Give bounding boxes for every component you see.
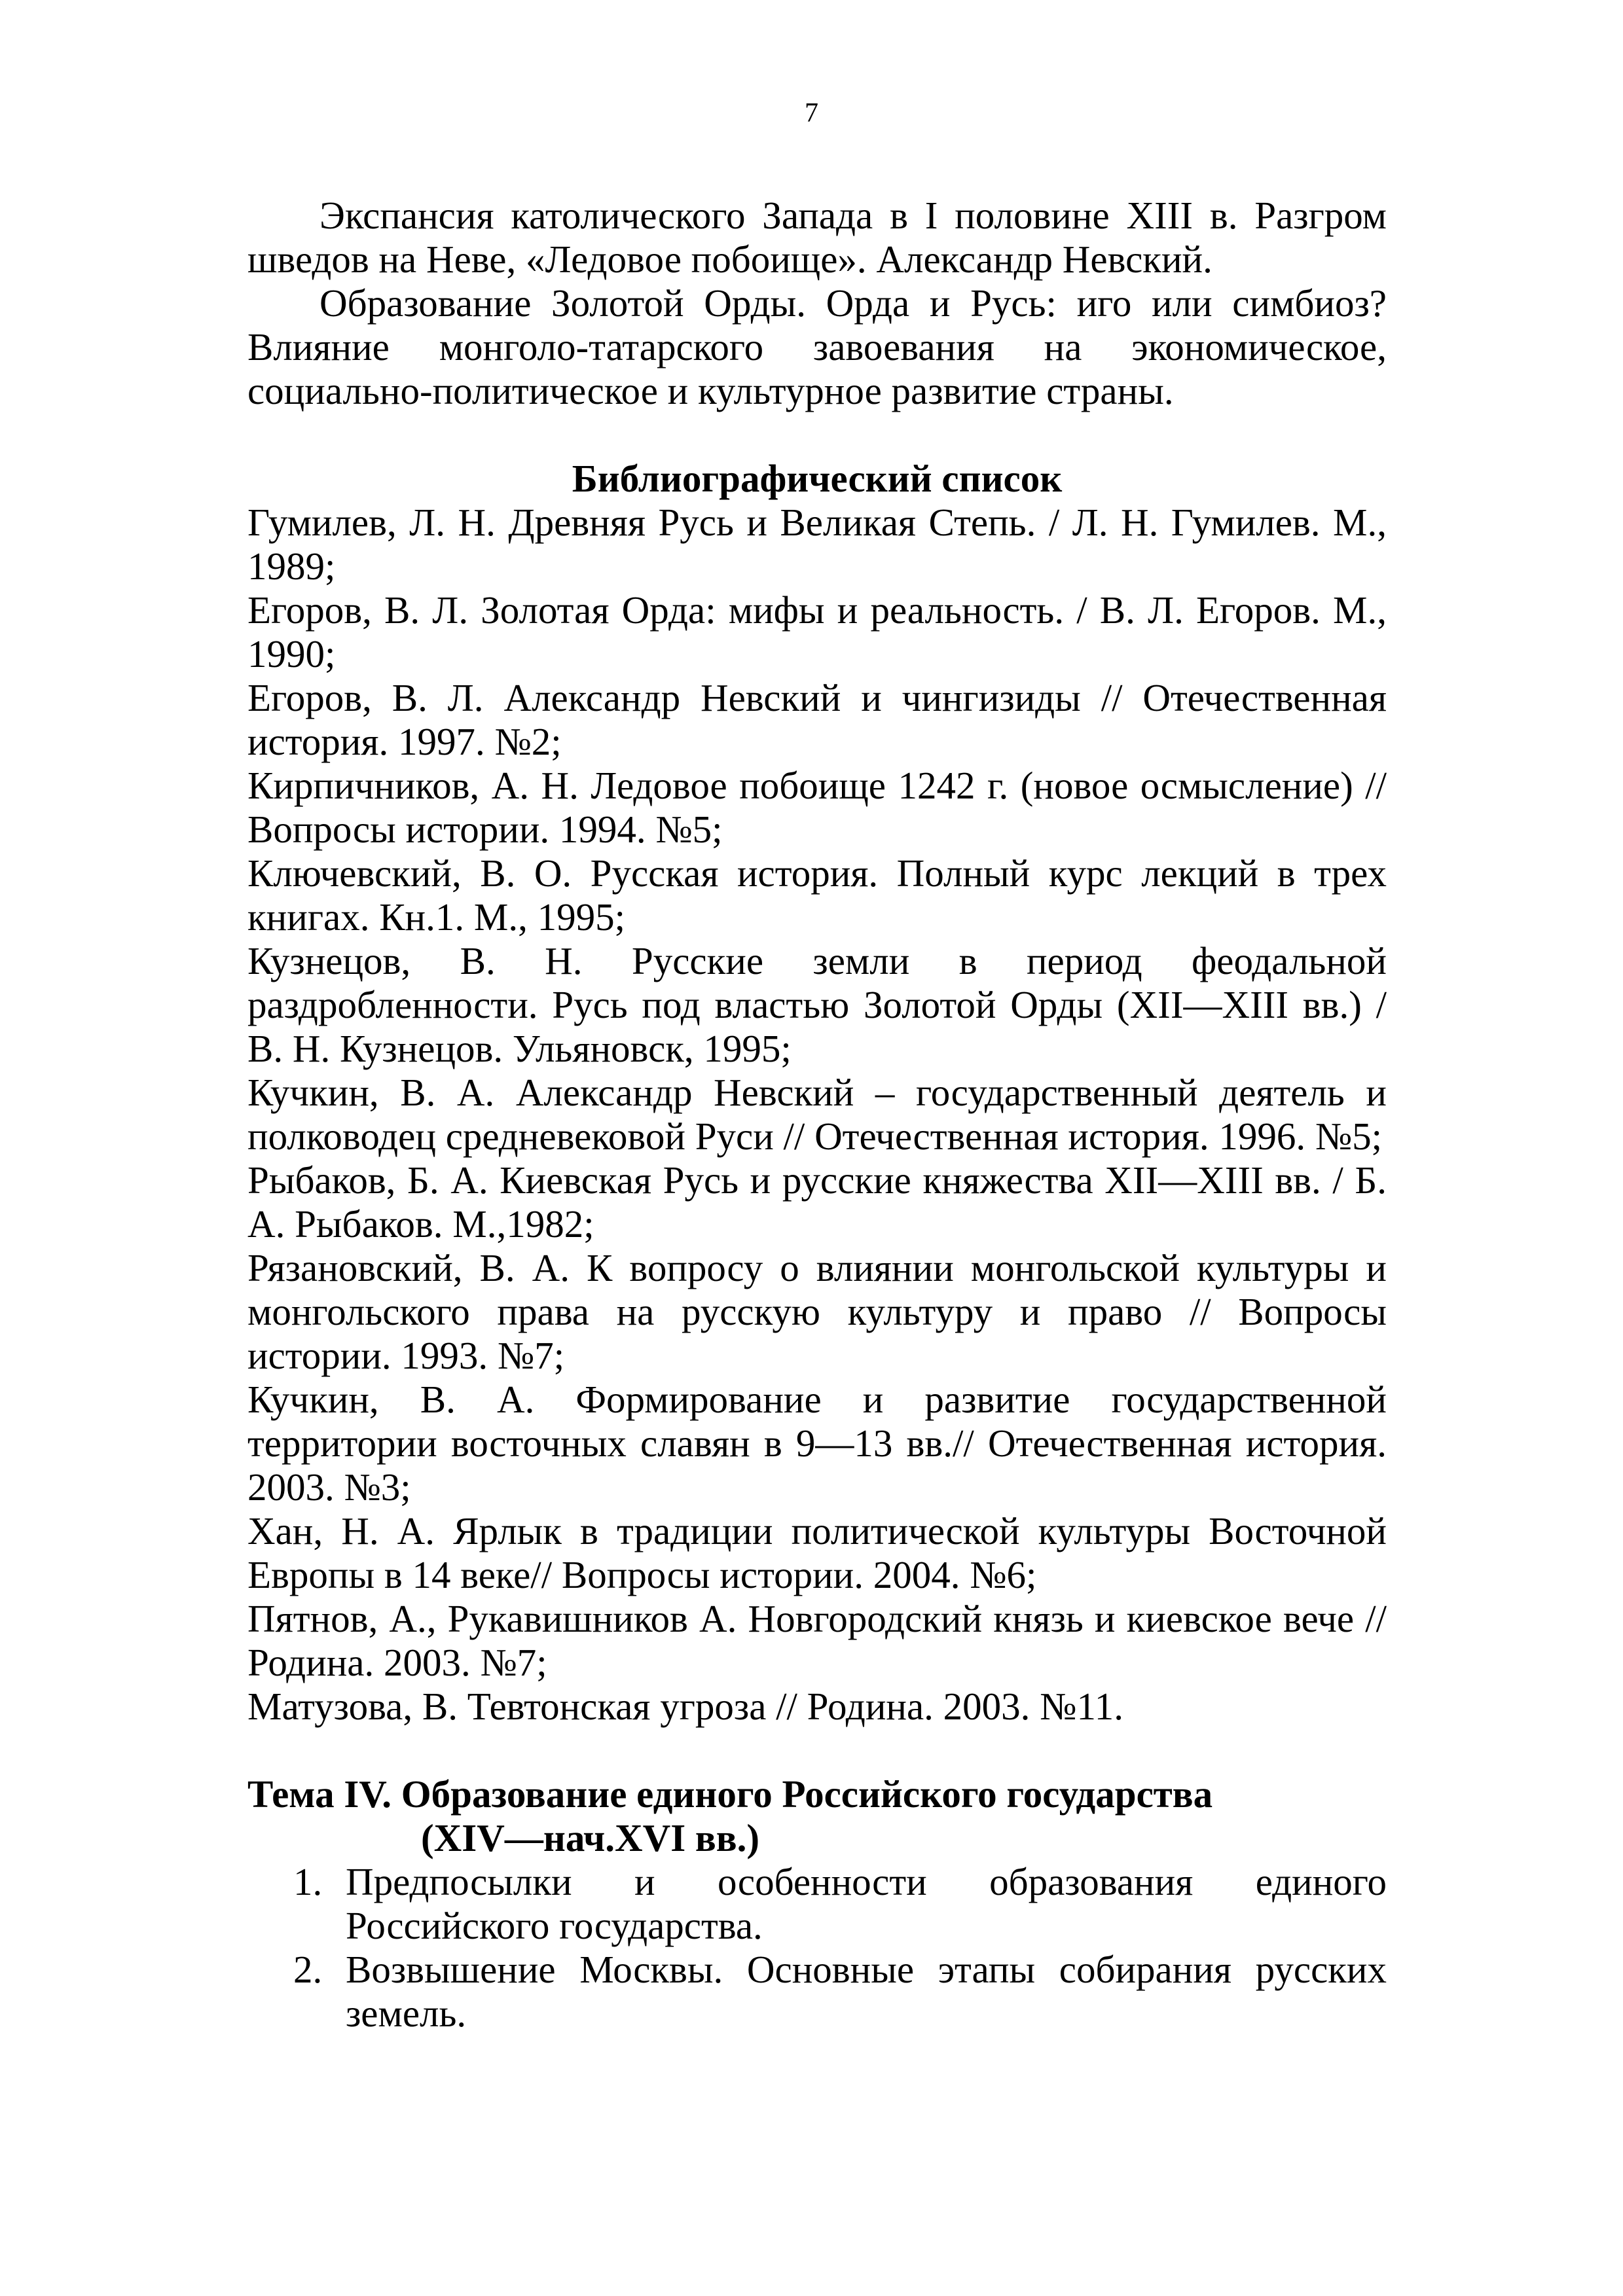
topic-item-number: 2. (293, 1948, 323, 1991)
bibliography-entry: Егоров, В. Л. Золотая Орда: мифы и реальность. / В. Л. Егоров. М., 1990; (247, 588, 1387, 675)
bibliography-entry: Гумилев, Л. Н. Древняя Русь и Великая Степь. / Л. Н. Гумилев. М., 1989; (247, 501, 1387, 588)
intro-paragraph: Экспансия католического Запада в I половине XIII в. Разгром шведов на Неве, «Ледовое побоище». Александр Невский. (247, 194, 1387, 281)
topic-item-number: 1. (293, 1860, 323, 1903)
topic-item-text: Возвышение Москвы. Основные этапы собирания русских земель. (346, 1948, 1387, 2035)
topic-subtitle: (XIV—нач.XVI вв.) (421, 1816, 760, 1859)
topic-list-item (247, 1860, 1387, 1948)
bibliography-entry: Кузнецов, В. Н. Русские земли в период феодальной раздробленности. Русь под властью Золотой Орды (XII—XIII вв.) / В. Н. Кузнецов. Ульяновск, 1995; (247, 939, 1387, 1070)
topic-title: Тема IV. Образование единого Российского государства (247, 1772, 1213, 1816)
bibliography-entry: Пятнов, А., Рукавишников А. Новгородский князь и киевское вече // Родина. 2003. №7; (247, 1597, 1387, 1684)
topic-item-text: Предпосылки и особенности образования единого Российского государства. (346, 1860, 1387, 1947)
topic-list-item (247, 1948, 1387, 2036)
bibliography-entry: Рыбаков, Б. А. Киевская Русь и русские княжества XII—XIII вв. / Б. А. Рыбаков. М.,1982; (247, 1158, 1387, 1246)
bibliography-list (247, 501, 1387, 1729)
intro-paragraph: Образование Золотой Орды. Орда и Русь: иго или симбиоз? Влияние монголо-татарского завоевания на экономическое, социально-политическое и культурное развитие страны. (247, 281, 1387, 412)
page-number: 7 (805, 98, 818, 128)
bibliography-entry: Егоров, В. Л. Александр Невский и чингизиды // Отечественная история. 1997. №2; (247, 676, 1387, 763)
bibliography-entry: Матузова, В. Тевтонская угроза // Родина. 2003. №11. (247, 1685, 1124, 1728)
bibliography-entry: Ключевский, В. О. Русская история. Полный курс лекций в трех книгах. Кн.1. М., 1995; (247, 852, 1387, 939)
bibliography-entry: Кирпичников, А. Н. Ледовое побоище 1242 г. (новое осмысление) // Вопросы истории. 1994. №5; (247, 764, 1387, 851)
bibliography-entry: Рязановский, В. А. К вопросу о влиянии монгольской культуры и монгольского права на русскую культуру и право // Вопросы истории. 1993. №7; (247, 1246, 1387, 1377)
bibliography-entry: Кучкин, В. А. Александр Невский – государственный деятель и полководец средневековой Руси // Отечественная история. 1996. №5; (247, 1071, 1387, 1158)
topic-list (247, 1860, 1387, 2036)
page-content (247, 194, 1387, 2036)
bibliography-entry: Кучкин, В. А. Формирование и развитие государственной территории восточных славян в 9—13 вв.// Отечественная история. 2003. №3; (247, 1378, 1387, 1509)
bibliography-entry: Хан, Н. А. Ярлык в традиции политической культуры Восточной Европы в 14 веке// Вопросы истории. 2004. №6; (247, 1509, 1387, 1596)
bibliography-heading: Библиографический список (572, 457, 1063, 500)
